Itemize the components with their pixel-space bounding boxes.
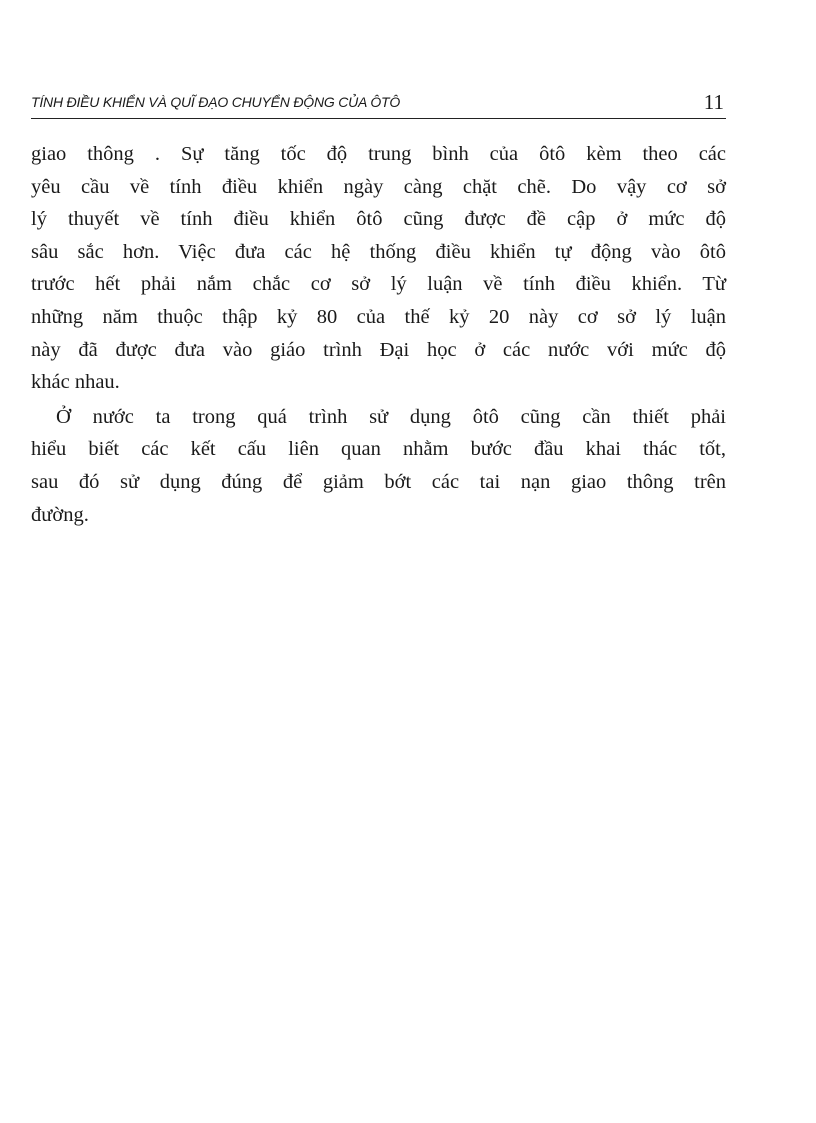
text-line: khác nhau. [31, 371, 120, 394]
body-text [31, 138, 726, 531]
running-header [31, 92, 726, 119]
text-line: sâu sắc hơn. Việc đưa các hệ thống điều khiển tự động vào ôtô [31, 240, 726, 263]
page-number: 11 [703, 90, 724, 114]
text-line: sau đó sử dụng đúng để giảm bớt các tai nạn giao thông trên [31, 470, 726, 493]
text-line: hiểu biết các kết cấu liên quan nhằm bước đầu khai thác tốt, [31, 438, 726, 461]
chapter-title: TÍNH ĐIỀU KHIỂN VÀ QUĨ ĐẠO CHUYỂN ĐỘNG CỦA ÔTÔ [31, 94, 401, 110]
text-line: yêu cầu về tính điều khiển ngày càng chặt chẽ. Do vậy cơ sở [31, 175, 726, 198]
text-line: trước hết phải nắm chắc cơ sở lý luận về tính điều khiển. Từ [31, 273, 726, 296]
text-line: này đã được đưa vào giáo trình Đại học ở các nước với mức độ [31, 338, 726, 361]
text-line: những năm thuộc thập kỷ 80 của thế kỷ 20 này cơ sở lý luận [31, 305, 726, 328]
text-line: lý thuyết về tính điều khiển ôtô cũng được đề cập ở mức độ [31, 208, 726, 231]
text-line: đường. [31, 503, 89, 526]
paragraph-1 [31, 138, 726, 399]
text-line: giao thông . Sự tăng tốc độ trung bình của ôtô kèm theo các [31, 143, 726, 165]
text-line: Ở nước ta trong quá trình sử dụng ôtô cũng cần thiết phải [56, 405, 726, 428]
paragraph-2 [31, 401, 726, 531]
